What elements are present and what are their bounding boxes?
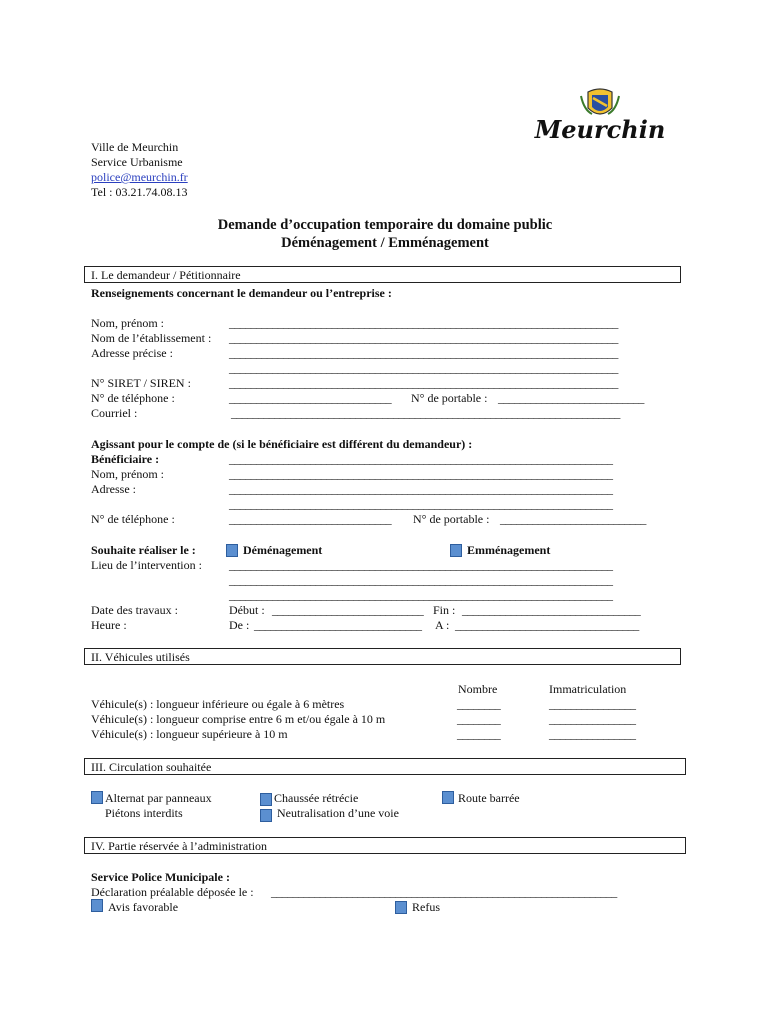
vehicule-row-1: Véhicule(s) : longueur inférieure ou égale à 6 mètres <box>91 697 345 711</box>
label-a: A : <box>435 618 450 632</box>
line-courriel[interactable]: ________________________________________________________________________ <box>231 406 620 420</box>
line-nombre-3[interactable]: ________ <box>457 727 501 741</box>
line-etab[interactable]: ________________________________________________________________________ <box>229 331 618 345</box>
label-date: Date des travaux : <box>91 603 178 617</box>
checkbox-route-barree[interactable] <box>442 791 454 804</box>
checkbox-emmenagement[interactable] <box>450 544 462 557</box>
section-heading-circulation: III. Circulation souhaitée <box>84 758 686 775</box>
option-demenagement: Déménagement <box>243 543 323 557</box>
line-declaration[interactable]: ________________________________________________________________ <box>271 885 617 899</box>
checkbox-neutralisation[interactable] <box>260 809 272 822</box>
line-portable[interactable]: ___________________________ <box>498 391 644 405</box>
label-nom: Nom, prénom : <box>91 316 164 330</box>
section-heading-demandeur: I. Le demandeur / Pétitionnaire <box>84 266 681 283</box>
line-b-tel[interactable]: ______________________________ <box>229 512 392 526</box>
line-beneficiaire[interactable]: _______________________________________________________________________ <box>229 452 613 466</box>
org-phone: Tel : 03.21.74.08.13 <box>91 185 188 199</box>
beneficiaire-label: Bénéficiaire : <box>91 452 160 466</box>
line-a[interactable]: __________________________________ <box>455 618 639 632</box>
option-neutralisation: Neutralisation d’une voie <box>277 806 399 820</box>
label-heure: Heure : <box>91 618 127 632</box>
line-immat-3[interactable]: ________________ <box>549 727 636 741</box>
label-b-portable: N° de portable : <box>413 512 490 526</box>
logo-text: Meurchin <box>534 115 666 144</box>
org-name: Ville de Meurchin <box>91 140 179 154</box>
vehicule-row-2: Véhicule(s) : longueur comprise entre 6 m et/ou égale à 10 m <box>91 712 386 726</box>
section-subheading: Renseignements concernant le demandeur ou l’entreprise : <box>91 286 392 300</box>
meurchin-logo <box>534 86 666 148</box>
line-siret[interactable]: ________________________________________________________________________ <box>229 376 618 390</box>
label-de: De : <box>229 618 250 632</box>
option-alternat: Alternat par panneaux <box>105 791 212 805</box>
checkbox-chaussee[interactable] <box>260 793 272 806</box>
col-nombre: Nombre <box>458 682 498 696</box>
option-chaussee: Chaussée rétrécie <box>274 791 359 805</box>
declaration-label: Déclaration préalable déposée le : <box>91 885 254 899</box>
line-adresse-1[interactable]: ________________________________________________________________________ <box>229 346 618 360</box>
vehicule-row-3: Véhicule(s) : longueur supérieure à 10 m <box>91 727 288 741</box>
line-immat-1[interactable]: ________________ <box>549 697 636 711</box>
line-lieu-2[interactable]: _______________________________________________________________________ <box>229 573 613 587</box>
line-b-adresse-2[interactable]: _______________________________________________________________________ <box>229 497 613 511</box>
label-siret: N° SIRET / SIREN : <box>91 376 191 390</box>
label-debut: Début : <box>229 603 265 617</box>
line-debut[interactable]: ____________________________ <box>272 603 424 617</box>
label-tel: N° de téléphone : <box>91 391 175 405</box>
option-refus: Refus <box>412 900 440 914</box>
line-nombre-2[interactable]: ________ <box>457 712 501 726</box>
label-etab: Nom de l’établissement : <box>91 331 212 345</box>
service-police-label: Service Police Municipale : <box>91 870 230 884</box>
option-pietons: Piétons interdits <box>105 806 183 820</box>
page-subtitle: Déménagement / Emménagement <box>281 235 489 251</box>
option-avis-favorable: Avis favorable <box>108 900 179 914</box>
line-nombre-1[interactable]: ________ <box>457 697 501 711</box>
line-immat-2[interactable]: ________________ <box>549 712 636 726</box>
line-de[interactable]: _______________________________ <box>254 618 422 632</box>
option-route-barree: Route barrée <box>458 791 520 805</box>
line-b-adresse-1[interactable]: _______________________________________________________________________ <box>229 482 613 496</box>
label-b-nom: Nom, prénom : <box>91 467 164 481</box>
line-lieu-1[interactable]: _______________________________________________________________________ <box>229 558 613 572</box>
souhaite-label: Souhaite réaliser le : <box>91 543 196 557</box>
section-heading-administration: IV. Partie réservée à l’administration <box>84 837 686 854</box>
line-nom[interactable]: ________________________________________________________________________ <box>229 316 618 330</box>
checkbox-alternat[interactable] <box>91 791 103 804</box>
email-link[interactable]: police@meurchin.fr <box>91 170 188 184</box>
line-b-nom[interactable]: _______________________________________________________________________ <box>229 467 613 481</box>
col-immatriculation: Immatriculation <box>549 682 627 696</box>
section-heading-vehicules: II. Véhicules utilisés <box>84 648 681 665</box>
label-courriel: Courriel : <box>91 406 138 420</box>
label-portable: N° de portable : <box>411 391 488 405</box>
checkbox-avis-favorable[interactable] <box>91 899 103 912</box>
checkbox-refus[interactable] <box>395 901 407 914</box>
option-emmenagement: Emménagement <box>467 543 551 557</box>
line-tel[interactable]: ______________________________ <box>229 391 392 405</box>
line-b-portable[interactable]: ___________________________ <box>500 512 646 526</box>
line-fin[interactable]: _________________________________ <box>462 603 641 617</box>
label-lieu: Lieu de l’intervention : <box>91 558 202 572</box>
org-service: Service Urbanisme <box>91 155 183 169</box>
label-b-tel: N° de téléphone : <box>91 512 175 526</box>
label-fin: Fin : <box>433 603 456 617</box>
line-lieu-3[interactable]: _______________________________________________________________________ <box>229 588 613 602</box>
page-title: Demande d’occupation temporaire du domaine public <box>217 217 553 233</box>
label-adresse: Adresse précise : <box>91 346 173 360</box>
label-b-adresse: Adresse : <box>91 482 136 496</box>
checkbox-demenagement[interactable] <box>226 544 238 557</box>
agissant-label: Agissant pour le compte de (si le bénéficiaire est différent du demandeur) : <box>91 437 473 451</box>
line-adresse-2[interactable]: ________________________________________________________________________ <box>229 361 618 375</box>
coat-of-arms-icon <box>581 89 619 114</box>
